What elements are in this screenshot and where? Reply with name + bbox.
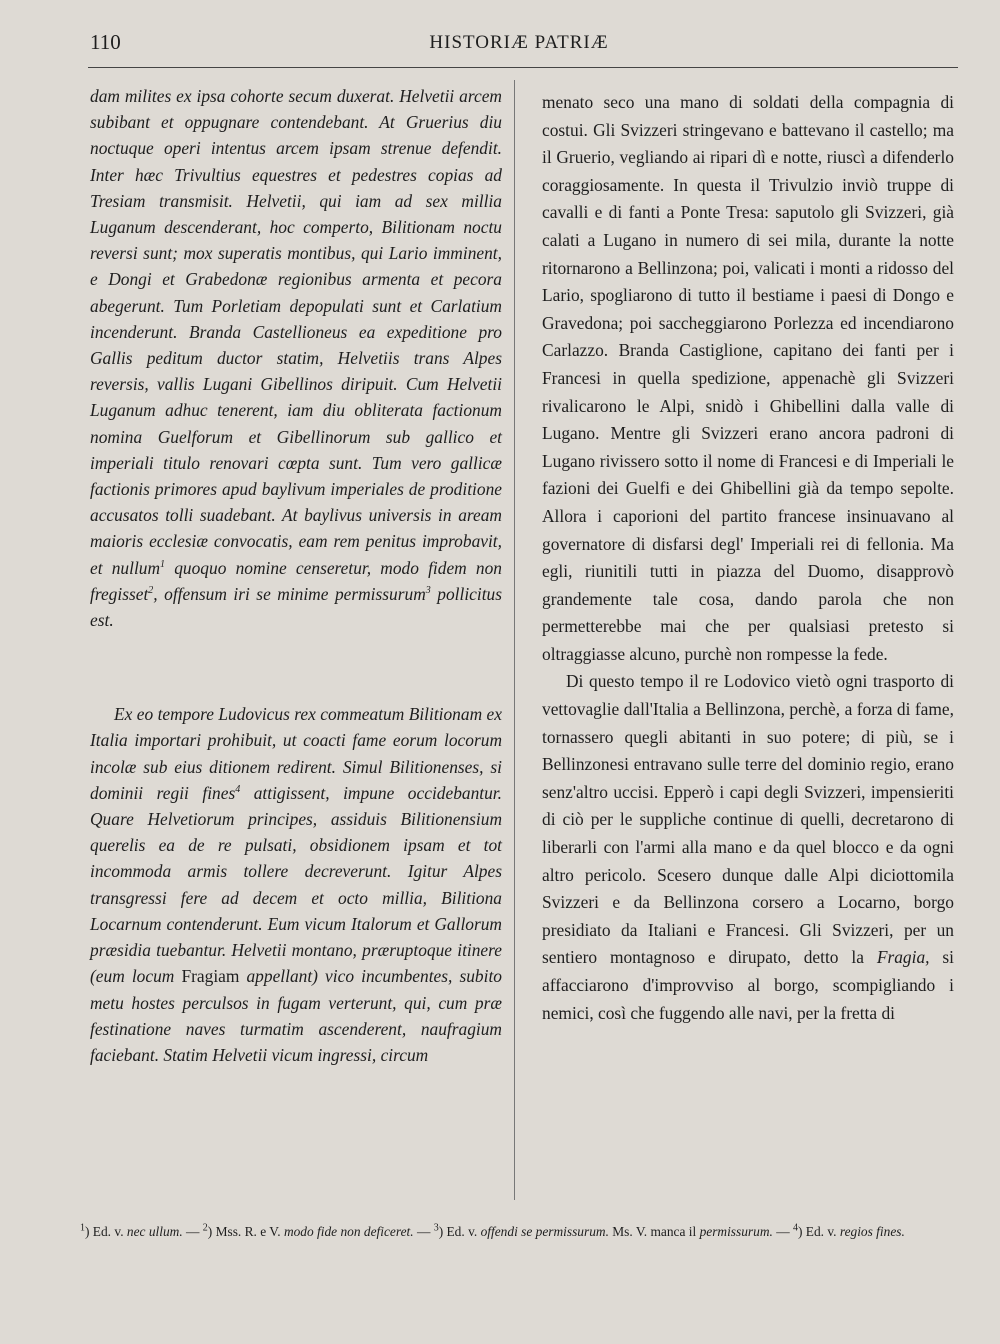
page-header bbox=[88, 26, 950, 62]
footnote-sep: — bbox=[413, 1224, 434, 1239]
footnote-text: ) Mss. R. e V. bbox=[207, 1224, 284, 1239]
running-head: HISTORIÆ PATRIÆ bbox=[429, 32, 609, 53]
footnote-marker: 4 bbox=[792, 1222, 798, 1234]
footnote-marker: 3 bbox=[433, 1222, 439, 1234]
latin-text: attigissent, impune occidebantur. Quare Helvetiorum principes, assiduis Bilitionensium querelis ea de re pulsati, obsidionem ipsam et tot incommoda armis tollere decreverunt. Igitur Alpes transgressi fere ad decem et octo millia, Bilitiona Locarnum contenderunt. Eum vicum Italorum et Gallorum præsidia tuebantur. Helvetii montano, præruptoque itinere (eum locum bbox=[90, 782, 502, 987]
footnote-ref: 1 bbox=[160, 558, 166, 570]
italian-column bbox=[542, 89, 954, 1027]
footnote-text: ) Ed. v. bbox=[797, 1224, 840, 1239]
latin-text: dam milites ex ipsa cohorte secum duxerat. Helvetii arcem subibant et oppugnare contendebant. At Gruerius diu noctuque operi intentus arcem ipsam strenue defendit. Inter hæc Trivultius equestres et pedestres copias ad Tresiam transmisit. Helvetii, qui iam ad sex millia Luganum descenderant, hoc comperto, Bilitionam noctu reversi sunt; mox superatis montibus, qui Lario imminent, e Dongi et Grabedonæ regionibus armenta et pecora abegerunt. Tum Porletiam depopulati sunt et Carlatium incenderunt. Branda Castellioneus ea expeditione pro Gallis peditum ductor statim, Helvetiis trans Alpes reversis, vallis Lugani Gibellinos diripuit. Cum Helvetii Luganum adhuc tenerent, iam diu obliterata factionum nomina Guelforum et Gibellinorum sub gallico et imperiali titulo renovari cœpta sunt. Tum vero gallicæ factionis primores apud baylivum imperiales de proditione accusatos tolli suadebant. At baylivus universis in aream maioris ecclesiæ convocatis, eam rem penitus improbavit, et nullum bbox=[90, 86, 502, 578]
footnote-variant: regios fines. bbox=[839, 1224, 905, 1239]
latin-text: quoquo nomine censeretur, modo fidem non fregisset bbox=[90, 557, 502, 604]
latin-paragraph-1 bbox=[90, 83, 502, 633]
italian-paragraph-2 bbox=[542, 668, 954, 1027]
footnote-sep: — bbox=[182, 1224, 203, 1239]
latin-column bbox=[90, 83, 502, 1068]
footnote-variant: modo fide non deficeret. bbox=[283, 1224, 414, 1239]
latin-text: appellant) vico incumbentes, subito metu hostes perculsos in fugam verterunt, qui, cum præ festinatione naves turmatim ascenderent, naufragium faciebant. Statim Helvetii vicum ingressi, circum bbox=[90, 966, 502, 1065]
footnote-ref: 4 bbox=[235, 784, 241, 796]
italian-text: Di questo tempo il re Lodovico vietò ogni trasporto di vettovaglie dall'Italia a Bellinzona, perchè, a forza di fame, tornassero quegli abitanti in suo potere; di più, se i Bellinzonesi entravano sulle terre del dominio regio, erano senz'altro uccisi. Epperò i capi degli Svizzeri, impensieriti di ciò per le suppliche continue di quelli, decretarono di liberarli con l'armi alla mano e da quel blocco e da ogni altro pericolo. Scesero dunque dalle Alpi diciottomila Svizzeri e da Bellinzona corsero a Locarno, borgo presidiato da Italiani e Francesi. Gli Svizzeri, per un sentiero montagnoso e dirupato, detto la bbox=[542, 671, 954, 968]
place-name: Fragia, bbox=[876, 947, 930, 968]
footnote-marker: 2 bbox=[202, 1222, 208, 1234]
footnote-text: Ms. V. manca il bbox=[608, 1224, 700, 1239]
latin-paragraph-2 bbox=[90, 701, 502, 1068]
latin-text: , offensum iri se minime permissurum bbox=[153, 583, 426, 604]
header-rule bbox=[88, 67, 958, 68]
latin-text: Ex eo tempore Ludovicus rex commeatum Bilitionam ex Italia importari prohibuit, ut coacti fame eorum locorum incolæ sub eius ditionem redirent. Simul Bilitionenses, si dominii regii fines bbox=[90, 704, 502, 803]
column-divider bbox=[514, 80, 515, 1200]
footnote-marker: 1 bbox=[80, 1222, 85, 1234]
italian-paragraph-1: menato seco una mano di soldati della compagnia di costui. Gli Svizzeri stringevano e battevano il castello; ma il Gruerio, vegliando ai ripari dì e notte, riuscì a difenderlo coraggiosamente. In questa il Trivulzio inviò truppe di cavalli e di fanti a Ponte Tresa: saputolo gli Svizzeri, già calati a Lugano in numero di sei mila, durante la notte ritornarono a Bellinzona; poi, valicati i monti a ridosso del Lario, spogliarono di tutto il bestiame i paesi di Dongo e Gravedona; poi saccheggiarono Porlezza ed incendiarono Carlazzo. Branda Castiglione, capitano dei fanti per i Francesi in quella spedizione, appenachè gli Svizzeri rivalicarono le Alpi, snidò i Ghibellini dalla valle di Lugano. Mentre gli Svizzeri erano ancora padroni di Lugano rivissero sotto il nome di Francesi e di Imperiali le fazioni dei Guelfi e dei Ghibellini già da tempo sepolte. Allora i caporioni del partito francese insinuavano al governatore di disfarsi degl' Imperiali rei di fellonia. Ma egli, riunitili tutti in piazza del Duomo, disapprovò grandemente tale cosa, dando parola che non permetterebbe mai che per qualsiasi pretesto si oltraggiasse alcuno, purchè non rompesse la fede. bbox=[542, 92, 954, 664]
page-number: 110 bbox=[90, 30, 121, 54]
footnote-text: ) Ed. v. bbox=[85, 1224, 127, 1239]
footnote-variant: permissurum. bbox=[699, 1224, 773, 1239]
footnote-sep: — bbox=[772, 1224, 793, 1239]
footnote-ref: 2 bbox=[148, 585, 154, 597]
footnote-variant: nec ullum. bbox=[126, 1224, 183, 1239]
footnote-variant: offendi se permissurum. bbox=[480, 1224, 609, 1239]
footnote-line bbox=[80, 1223, 950, 1240]
place-name: Fragiam bbox=[181, 966, 240, 987]
latin-text: pollicitus est. bbox=[90, 583, 502, 631]
footnote-text: ) Ed. v. bbox=[438, 1224, 481, 1239]
italian-text: si affacciarono d'improvviso al borgo, scompigliando i nemici, così che fuggendo alle navi, per la fretta di bbox=[542, 947, 955, 1023]
footnote-ref: 3 bbox=[425, 585, 431, 597]
footnotes bbox=[80, 1223, 950, 1240]
